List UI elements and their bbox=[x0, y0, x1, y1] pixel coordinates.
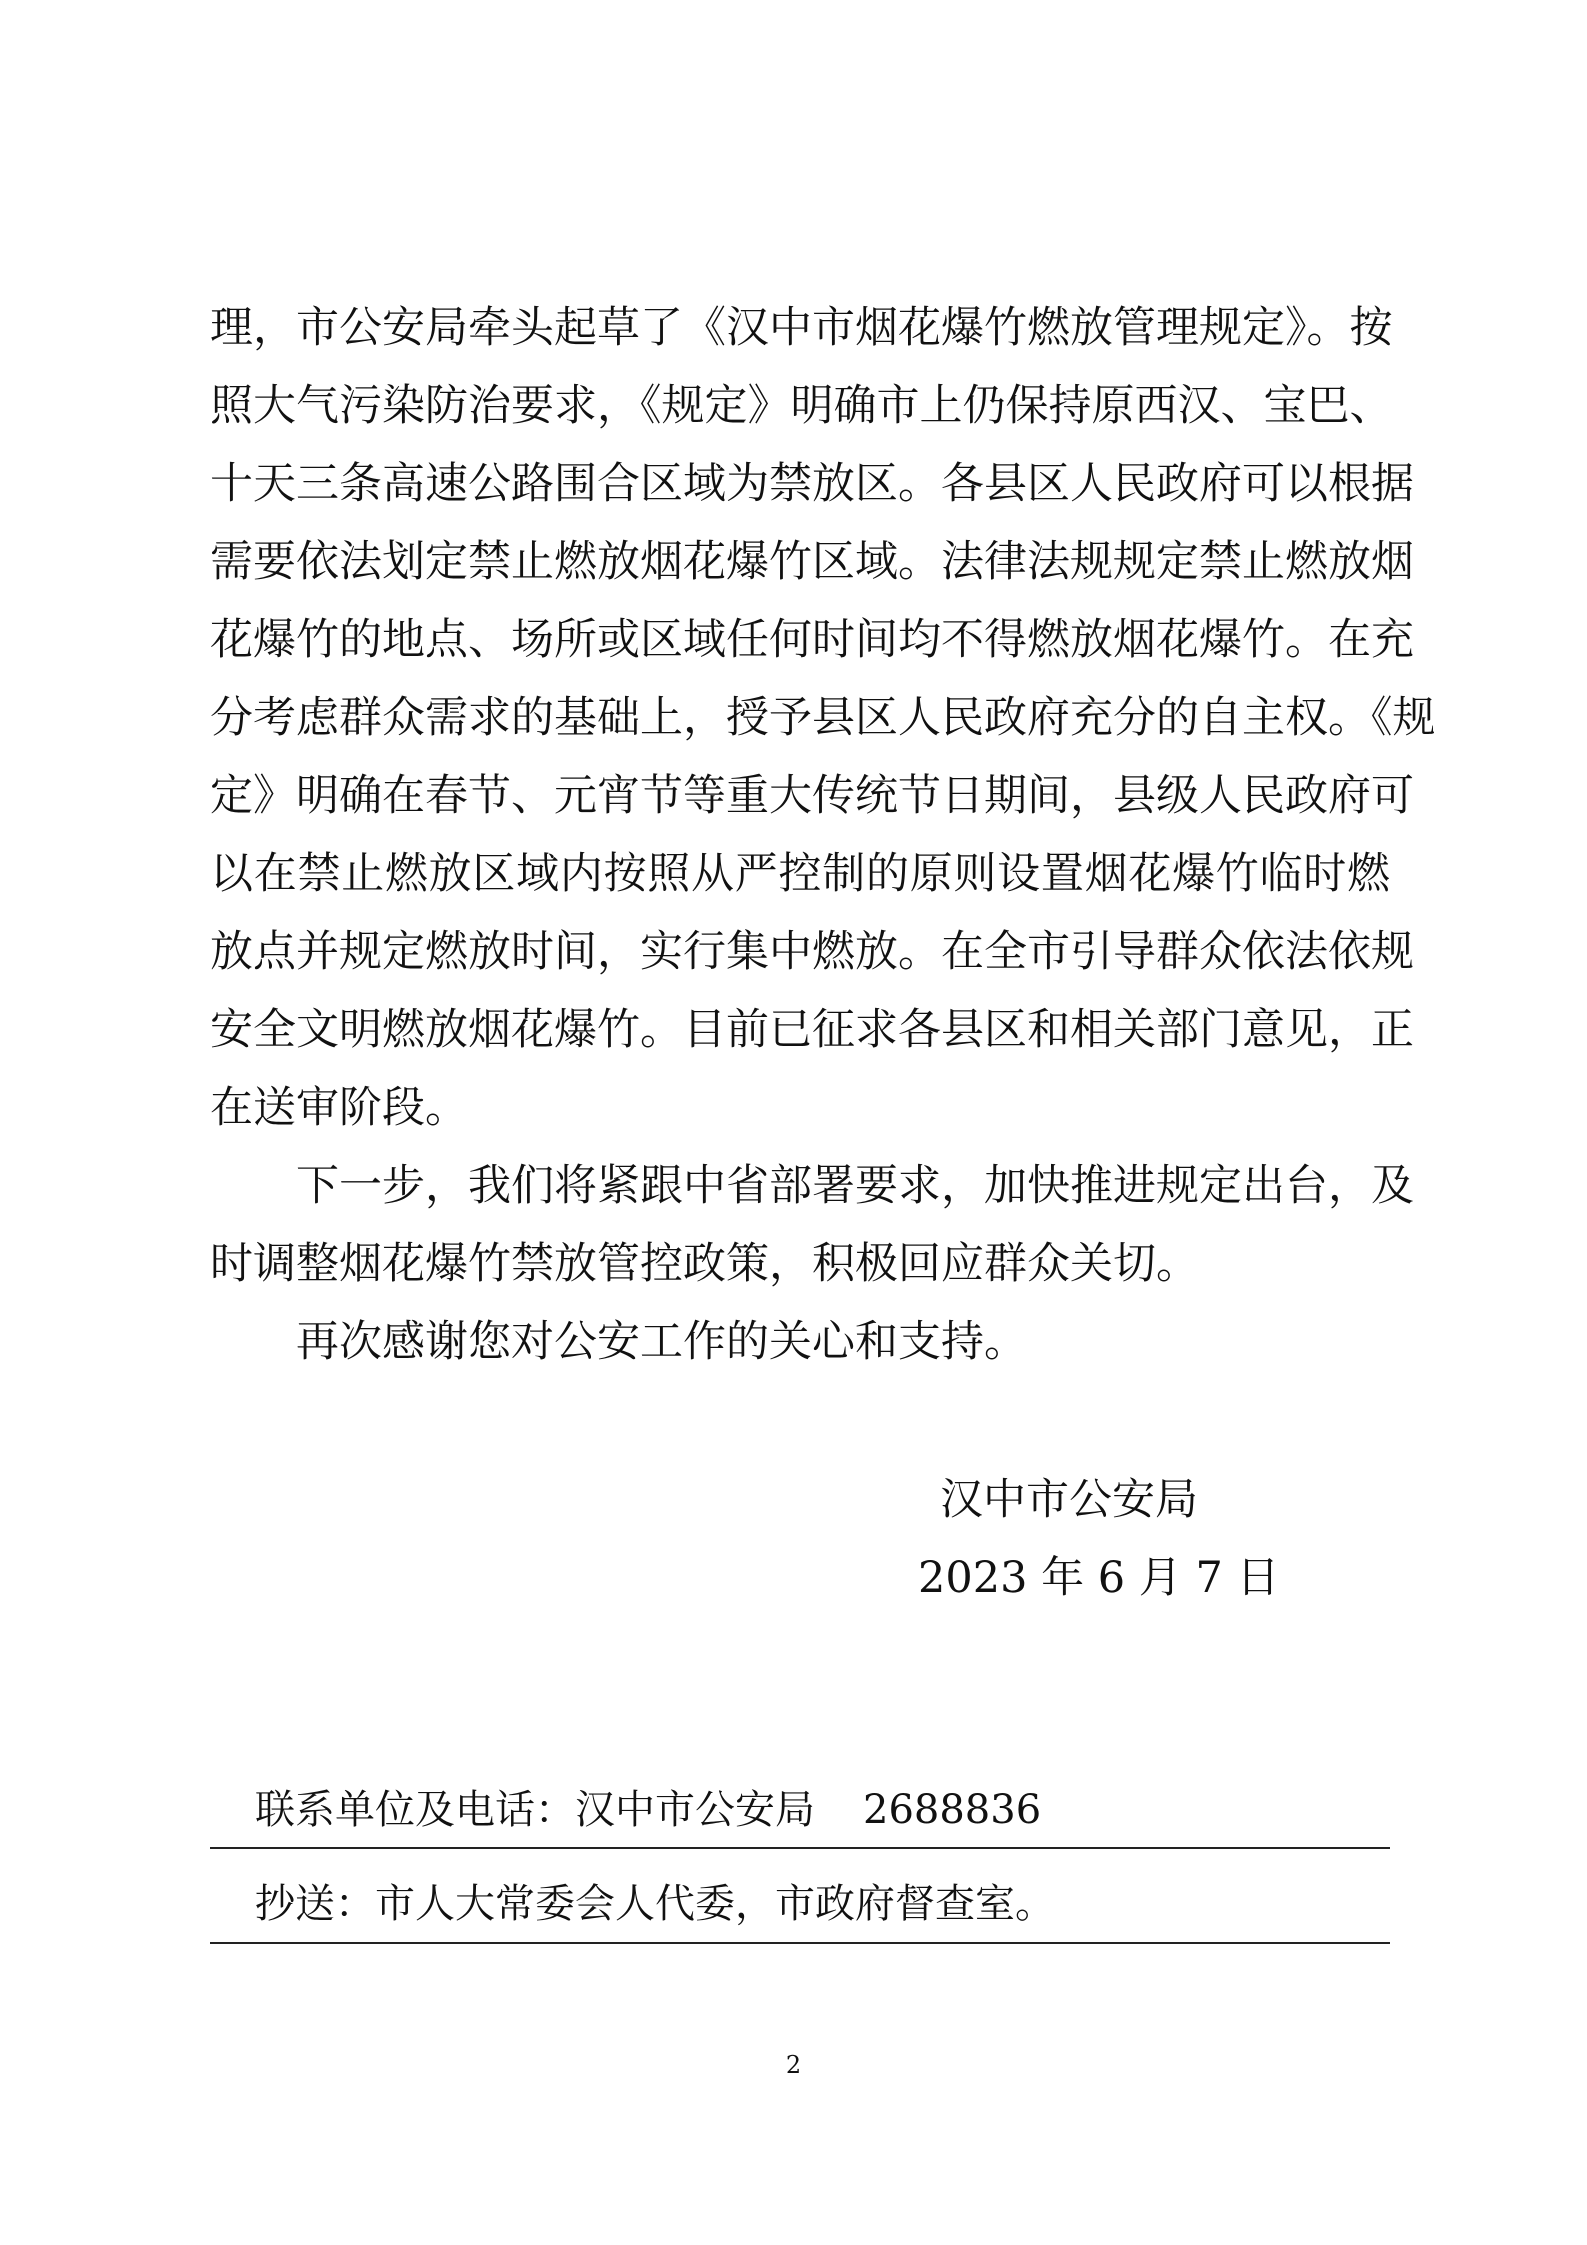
body-line: 安全文明燃放烟花爆竹。目前已征求各县区和相关部门意见，正 bbox=[210, 1005, 1414, 1055]
contact-line bbox=[255, 1780, 1041, 1840]
body-line: 下一步，我们将紧跟中省部署要求，加快推进规定出台，及 bbox=[296, 1161, 1414, 1211]
body-line: 十天三条高速公路围合区域为禁放区。各县区人民政府可以根据 bbox=[210, 459, 1414, 509]
body-line: 需要依法划定禁止燃放烟花爆竹区域。法律法规规定禁止燃放烟 bbox=[210, 537, 1414, 587]
signature-date: 2023 年 6 月 7 日 bbox=[918, 1553, 1280, 1603]
footer-divider bbox=[210, 1847, 1390, 1849]
page-number: 2 bbox=[785, 2051, 802, 2079]
body-line: 以在禁止燃放区域内按照从严控制的原则设置烟花爆竹临时燃 bbox=[210, 849, 1390, 899]
body-line: 理，市公安局牵头起草了《汉中市烟花爆竹燃放管理规定》。按 bbox=[210, 303, 1393, 353]
body-line: 放点并规定燃放时间，实行集中燃放。在全市引导群众依法依规 bbox=[210, 927, 1414, 977]
contact-phone: 2688836 bbox=[863, 1787, 1042, 1833]
body-line: 花爆竹的地点、场所或区域任何时间均不得燃放烟花爆竹。在充 bbox=[210, 615, 1414, 665]
body-line: 定》明确在春节、元宵节等重大传统节日期间，县级人民政府可 bbox=[210, 771, 1414, 821]
contact-label: 联系单位及电话：汉中市公安局 bbox=[255, 1787, 815, 1833]
body-line: 时调整烟花爆竹禁放管控政策，积极回应群众关切。 bbox=[210, 1239, 1199, 1289]
body-line: 照大气污染防治要求，《规定》明确市上仍保持原西汉、宝巴、 bbox=[210, 381, 1393, 431]
body-line: 分考虑群众需求的基础上，授予县区人民政府充分的自主权。《规 bbox=[210, 693, 1436, 743]
body-line: 在送审阶段。 bbox=[210, 1083, 468, 1133]
body-line: 再次感谢您对公安工作的关心和支持。 bbox=[296, 1317, 1027, 1367]
cc-line: 抄送：市人大常委会人代委，市政府督查室。 bbox=[255, 1881, 1055, 1927]
footer-divider bbox=[210, 1942, 1390, 1944]
signature-organization: 汉中市公安局 bbox=[940, 1475, 1198, 1525]
